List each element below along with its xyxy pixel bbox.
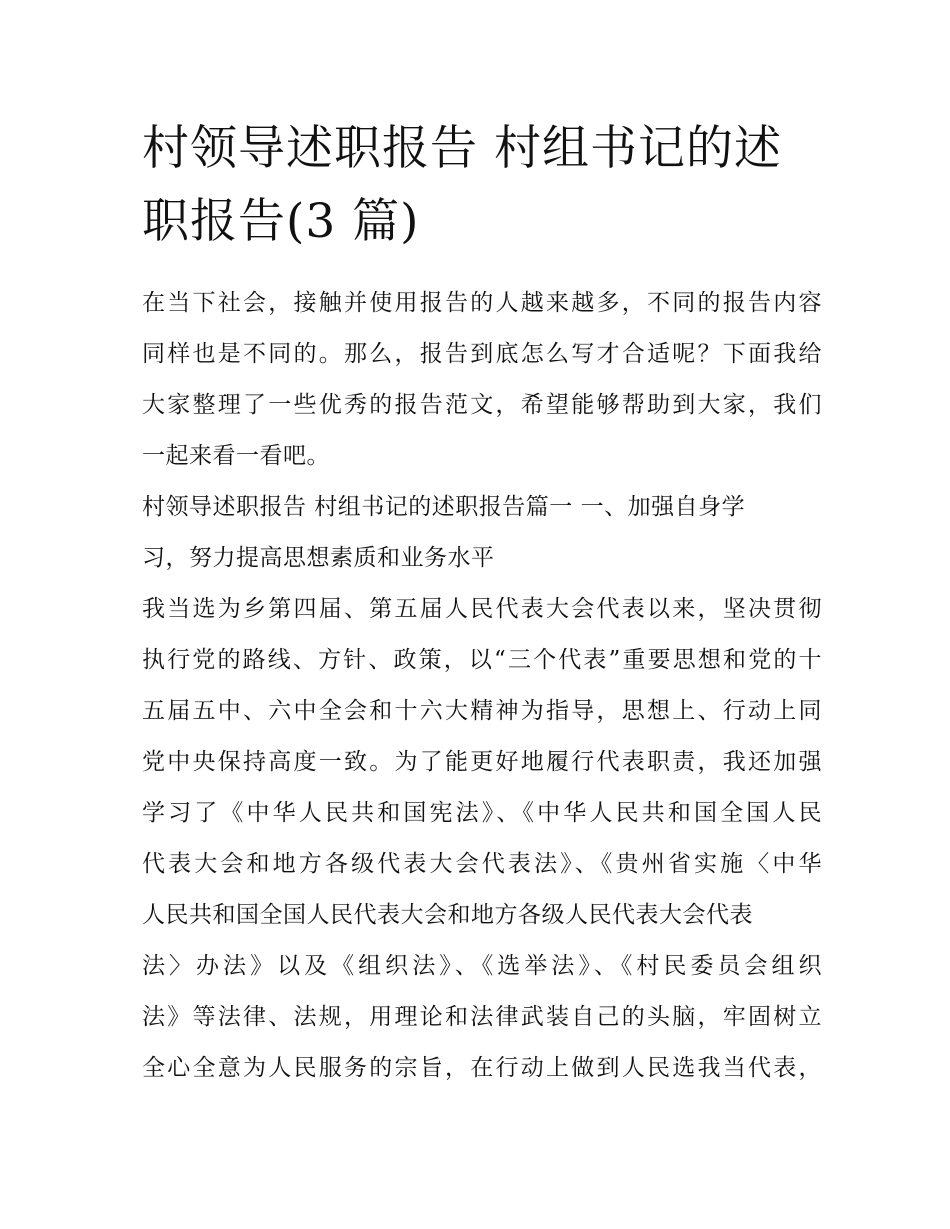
document-title bbox=[142, 112, 822, 258]
title-line: 村领导述职报告 村组书记的述 bbox=[142, 121, 782, 176]
text-line: 一起来看一看吧。 bbox=[142, 443, 330, 469]
intro-paragraph bbox=[142, 278, 822, 482]
text-line: 学习了《中华人民共和国宪法》、《中华人民共和国全国人民 bbox=[142, 800, 822, 826]
document-body bbox=[142, 278, 822, 1094]
text-line: 大家整理了一些优秀的报告范文，希望能够帮助到大家，我们 bbox=[142, 392, 822, 418]
text-line: 村领导述职报告 村组书记的述职报告篇一 一、加强自身学 bbox=[142, 494, 746, 520]
text-line: 法》等法律、法规，用理论和法律武装自己的头脑，牢固树立 bbox=[142, 1004, 822, 1030]
text-line: 五届五中、六中全会和十六大精神为指导，思想上、行动上同 bbox=[142, 698, 822, 724]
text-line: 全心全意为人民服务的宗旨，在行动上做到人民选我当代表， bbox=[142, 1055, 822, 1081]
text-line: 同样也是不同的。那么，报告到底怎么写才合适呢？下面我给 bbox=[142, 341, 822, 367]
text-line: 代表大会和地方各级代表大会代表法》、《贵州省实施〈中华 bbox=[142, 851, 822, 877]
text-line: 执行党的路线、方针、政策，以“三个代表”重要思想和党的十 bbox=[142, 647, 822, 673]
body-paragraph bbox=[142, 584, 822, 1094]
section-heading-paragraph bbox=[142, 482, 822, 584]
text-line: 人民共和国全国人民代表大会和地方各级人民代表大会代表 bbox=[142, 902, 753, 928]
text-line: 法〉办法》以及《组织法》、《选举法》、《村民委员会组织 bbox=[142, 953, 822, 979]
text-line: 党中央保持高度一致。为了能更好地履行代表职责，我还加强 bbox=[142, 749, 822, 775]
text-line: 在当下社会，接触并使用报告的人越来越多，不同的报告内容 bbox=[142, 290, 822, 316]
title-line: 职报告(3 篇) bbox=[142, 194, 420, 249]
text-line: 习，努力提高思想素质和业务水平 bbox=[142, 545, 495, 571]
text-line: 我当选为乡第四届、第五届人民代表大会代表以来，坚决贯彻 bbox=[142, 596, 822, 622]
